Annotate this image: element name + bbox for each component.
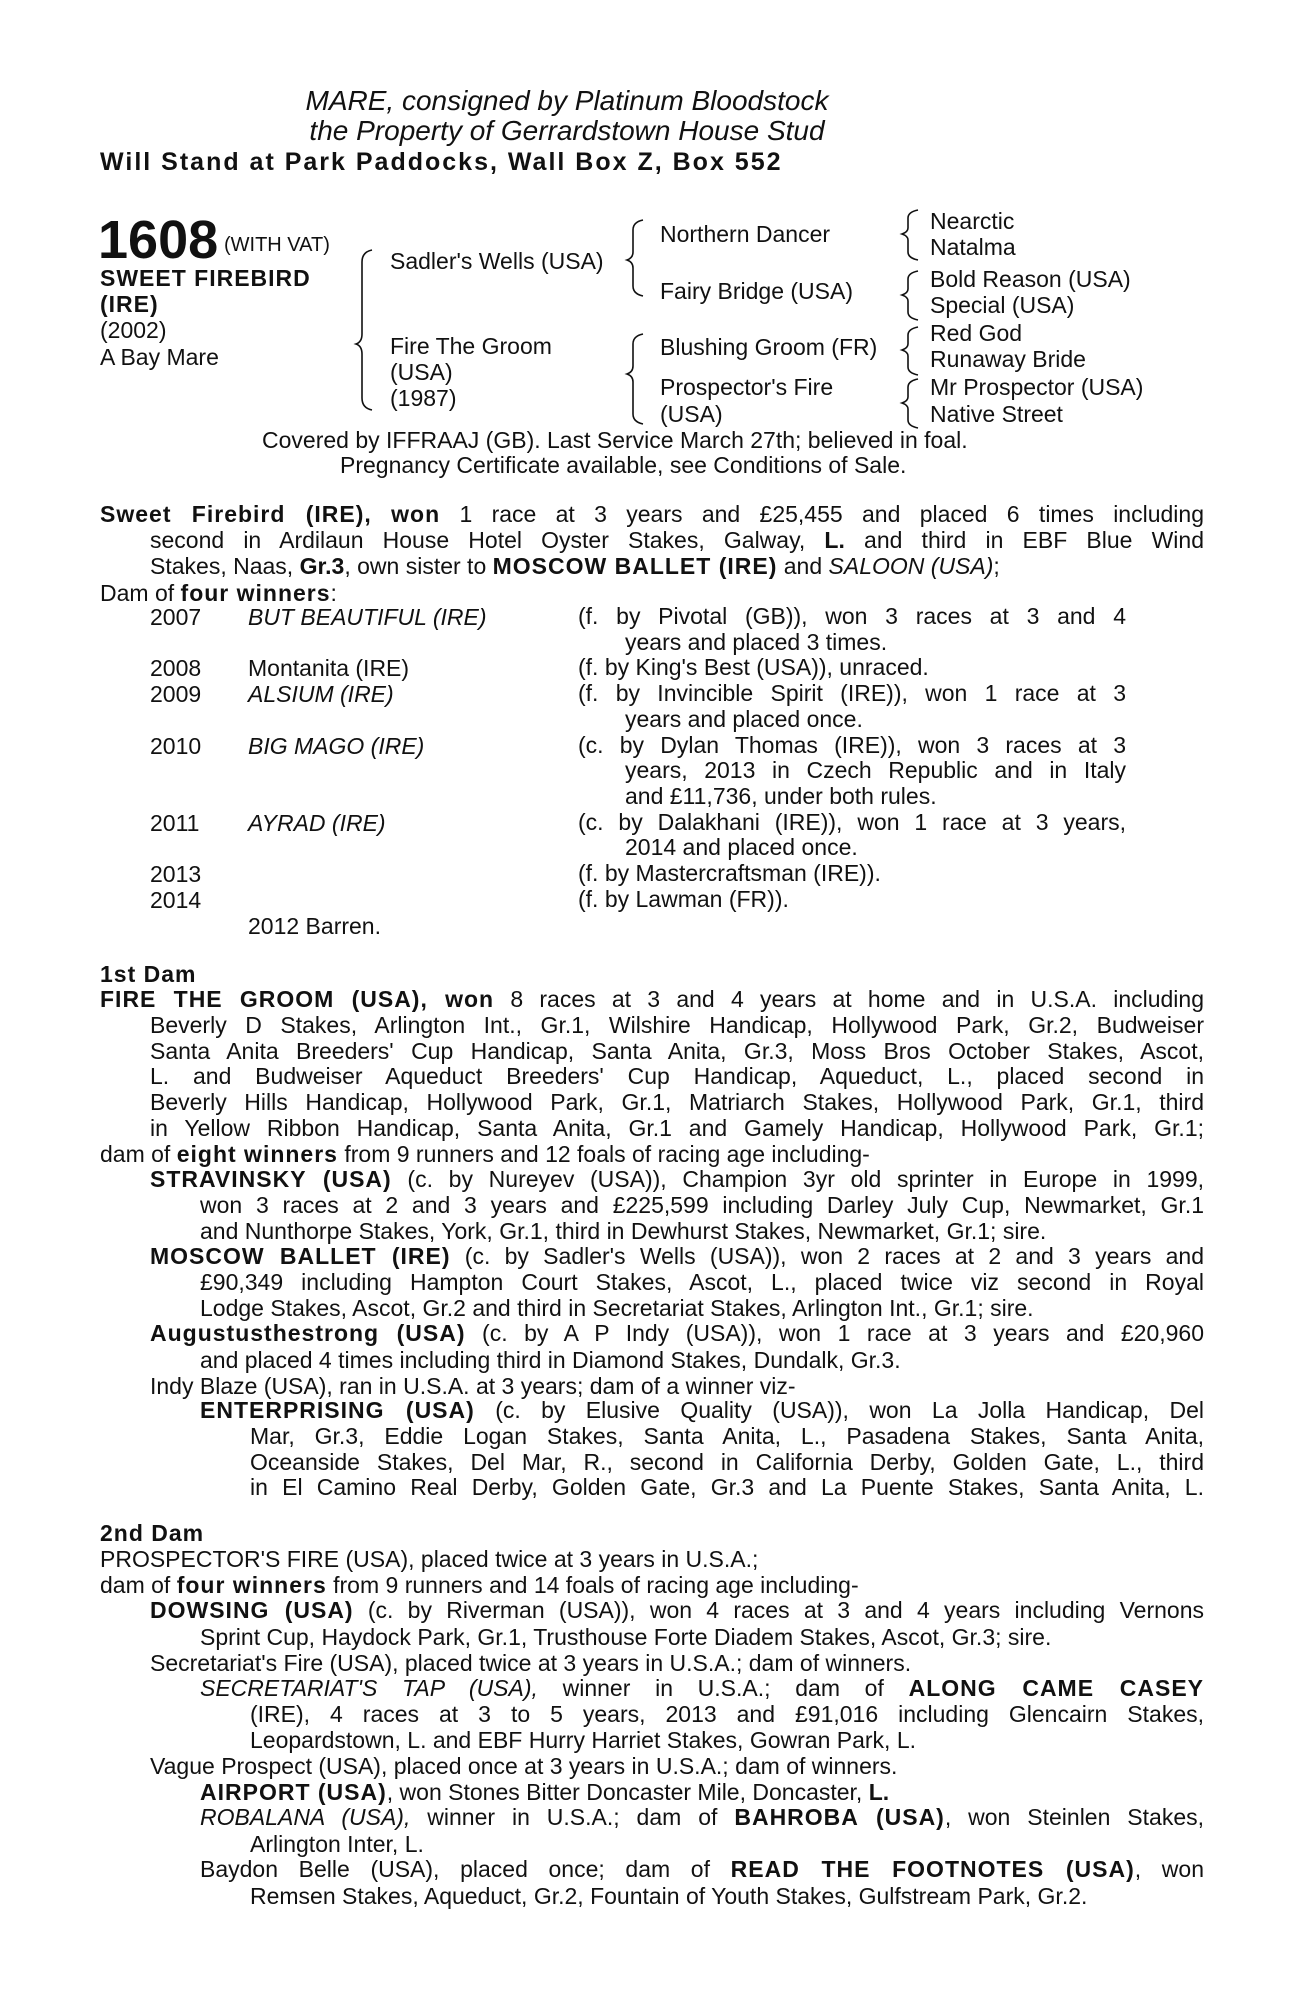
- produce-detail: 2014 and placed once.: [625, 834, 858, 861]
- produce-year: 2009: [150, 681, 202, 708]
- produce-name: Montanita (IRE): [248, 655, 410, 682]
- produce-year: 2007: [150, 604, 202, 630]
- produce-year: 2011: [150, 809, 200, 836]
- produce-robalana: ROBALANA (USA), winner in U.S.A.; dam of BAHROBA (USA), won Steinlen Stakes,: [200, 1804, 1205, 1830]
- foaling-year: (2002): [100, 317, 167, 343]
- horse-name: SWEET FIREBIRD: [100, 265, 311, 291]
- produce-detail: (f. by Invincible Spirit (IRE)), won 1 race at 3: [578, 680, 1126, 707]
- gen3-8: Native Street: [930, 401, 1063, 427]
- produce-name: BUT BEAUTIFUL (IRE): [248, 604, 487, 630]
- lot-number: 1608: [98, 210, 219, 270]
- race-record-cont: second in Ardilaun House Hotel Oyster Stakes, Galway, L. and third in EBF Blue Wind Stakes, Naas, Gr.3, own sister to MOSCOW BALLET (IRE) and SALOON (USA);: [150, 527, 1204, 579]
- produce-moscow-ballet: MOSCOW BALLET (IRE) (c. by Sadler's Wells (USA)), won 2 races at 2 and 3 years and: [150, 1243, 1205, 1269]
- second-dam-record: PROSPECTOR'S FIRE (USA), placed twice at 3 years in U.S.A.;: [100, 1546, 759, 1572]
- produce-detail: (c. by Dalakhani (IRE)), won 1 race at 3 years,: [578, 808, 1126, 835]
- produce-detail: and £11,736, under both rules.: [625, 782, 937, 809]
- produce-detail: (f. by Pivotal (GB)), won 3 races at 3 and 4: [578, 603, 1126, 629]
- sire-sire: Northern Dancer: [660, 221, 831, 247]
- produce-name: BIG MAGO (IRE): [248, 732, 425, 759]
- produce-baydon-belle-cont: Remsen Stakes, Aqueduct, Gr.2, Fountain of Youth Stakes, Gulfstream Park, Gr.2.: [250, 1883, 1088, 1909]
- gen3-7: Mr Prospector (USA): [930, 374, 1144, 400]
- produce-airport: AIRPORT (USA), won Stones Bitter Doncaster Mile, Doncaster, L.: [200, 1779, 890, 1805]
- produce-dowsing: DOWSING (USA) (c. by Riverman (USA)), won 4 races at 3 and 4 years including Vernons: [150, 1597, 1204, 1623]
- produce-year: 2013: [150, 861, 202, 887]
- vat-note: (WITH VAT): [224, 234, 330, 256]
- produce-name: AYRAD (IRE): [248, 809, 386, 836]
- produce-stravinsky-cont: won 3 races at 2 and 3 years and £225,599 including Darley July Cup, Newmarket, Gr.1 and Nunthorpe Stakes, York, Gr.1, third in Dewhurst Stakes, Newmarket, Gr.1; sire.: [200, 1192, 1204, 1244]
- gen3-5: Red God: [930, 320, 1023, 346]
- produce-year: 2014: [150, 886, 202, 913]
- dam-name: Fire The Groom: [390, 333, 552, 359]
- produce-year: 2008: [150, 655, 202, 682]
- dam-year: (1987): [390, 385, 457, 411]
- race-record: Sweet Firebird (IRE), won 1 race at 3 years and £25,455 and placed 6 times including: [100, 501, 1204, 527]
- produce-secretariats-tap: SECRETARIAT'S TAP (USA), winner in U.S.A.; dam of ALONG CAME CASEY: [200, 1675, 1204, 1701]
- produce-enterprising-cont: Mar, Gr.3, Eddie Logan Stakes, Santa Anita, L., Pasadena Stakes, Santa Anita, Oceanside Stakes, Del Mar, R., second in California Derby, Golden Gate, L., third in El Camino Real Derby, Golden Gate, Gr.3 and La Puente Stakes, Santa Anita, L.: [250, 1423, 1204, 1501]
- gen3-6: Runaway Bride: [930, 346, 1086, 372]
- produce-moscow-ballet-cont: £90,349 including Hampton Court Stakes, Ascot, L., placed twice viz second in Royal Lodge Stakes, Ascot, Gr.2 and third in Secretariat Stakes, Arlington Int., Gr.1; sire.: [200, 1269, 1204, 1321]
- produce-augustusthestrong-cont: and placed 4 times including third in Diamond Stakes, Dundalk, Gr.3.: [200, 1347, 901, 1373]
- dam-country: (USA): [390, 359, 453, 385]
- dam-dam: Prospector's Fire: [660, 374, 834, 400]
- produce-detail: (f. by Lawman (FR)).: [578, 885, 789, 912]
- first-dam-heading: 1st Dam: [100, 961, 197, 987]
- property-line: the Property of Gerrardstown House Stud: [309, 115, 825, 146]
- pregnancy-note: Pregnancy Certificate available, see Conditions of Sale.: [340, 452, 907, 478]
- dam-of-line: Dam of four winners:: [100, 580, 337, 606]
- gen3-3: Bold Reason (USA): [930, 266, 1131, 292]
- gen3-4: Special (USA): [930, 292, 1075, 318]
- produce-secretariats-tap-cont: (IRE), 4 races at 3 to 5 years, 2013 and £91,016 including Glencairn Stakes,: [250, 1701, 1204, 1727]
- sire-name: Sadler's Wells (USA): [390, 248, 604, 274]
- gen3-1: Nearctic: [930, 208, 1015, 234]
- second-dam-produce-summary: dam of four winners from 9 runners and 14 foals of racing age including-: [100, 1572, 859, 1598]
- produce-detail: (f. by Mastercraftsman (IRE)).: [578, 860, 881, 886]
- stabling-line: Will Stand at Park Paddocks, Wall Box Z, Box 552: [100, 148, 783, 176]
- sire-dam: Fairy Bridge (USA): [660, 278, 853, 304]
- first-dam-record: FIRE THE GROOM (USA), won 8 races at 3 and 4 years at home and in U.S.A. including: [100, 986, 1204, 1012]
- produce-baydon-belle: Baydon Belle (USA), placed once; dam of READ THE FOOTNOTES (USA), won: [200, 1856, 1204, 1882]
- produce-dowsing-cont: Sprint Cup, Haydock Park, Gr.1, Trusthouse Forte Diadem Stakes, Ascot, Gr.3; sire.: [200, 1624, 1052, 1650]
- produce-secretariats-fire: Secretariat's Fire (USA), placed twice at 3 years in U.S.A.; dam of winners.: [150, 1650, 912, 1676]
- produce-enterprising: ENTERPRISING (USA) (c. by Elusive Quality (USA)), won La Jolla Handicap, Del: [200, 1397, 1205, 1423]
- horse-country: (IRE): [100, 291, 159, 317]
- produce-augustusthestrong: Augustusthestrong (USA) (c. by A P Indy (USA)), won 1 race at 3 years and £20,960: [150, 1320, 1205, 1346]
- produce-detail: (c. by Dylan Thomas (IRE)), won 3 races at 3: [578, 731, 1126, 758]
- first-dam-record-cont: Beverly D Stakes, Arlington Int., Gr.1, Wilshire Handicap, Hollywood Park, Gr.2, Budweiser Santa Anita Breeders' Cup Handicap, Santa Anita, Gr.3, Moss Bros October Stakes, Ascot, L. and Budweiser Aqueduct Breeders' Cup Handicap, Aqueduct, L., placed second in Beverly Hills Handicap, Hollywood Park, Gr.1, Matriarch Stakes, Hollywood Park, Gr.1, third in Yellow Ribbon Handicap, Santa Anita, Gr.1 and Gamely Handicap, Hollywood Park, Gr.1;: [150, 1012, 1204, 1141]
- produce-secretariats-tap-cont2: Leopardstown, L. and EBF Hurry Harriet Stakes, Gowran Park, L.: [250, 1727, 917, 1753]
- second-dam-heading: 2nd Dam: [100, 1520, 205, 1546]
- produce-detail: years, 2013 in Czech Republic and in Italy: [625, 757, 1126, 784]
- produce-vague-prospect: Vague Prospect (USA), placed once at 3 years in U.S.A.; dam of winners.: [150, 1753, 898, 1779]
- produce-indy-blaze: Indy Blaze (USA), ran in U.S.A. at 3 years; dam of a winner viz-: [150, 1373, 796, 1399]
- horse-description: A Bay Mare: [100, 344, 219, 370]
- gen3-2: Natalma: [930, 234, 1016, 260]
- produce-detail: (f. by King's Best (USA)), unraced.: [578, 654, 929, 681]
- produce-detail: years and placed once.: [625, 705, 863, 732]
- first-dam-produce-summary: dam of eight winners from 9 runners and 12 foals of racing age including-: [100, 1141, 870, 1167]
- consignment-line: MARE, consigned by Platinum Bloodstock: [305, 85, 829, 116]
- produce-year: 2010: [150, 732, 202, 759]
- produce-robalana-cont: Arlington Inter, L.: [250, 1831, 424, 1857]
- produce-stravinsky: STRAVINSKY (USA) (c. by Nureyev (USA)), Champion 3yr old sprinter in Europe in 1999,: [150, 1166, 1205, 1192]
- produce-name: ALSIUM (IRE): [248, 681, 394, 708]
- dam-sire: Blushing Groom (FR): [660, 334, 878, 360]
- produce-detail: years and placed 3 times.: [625, 628, 888, 655]
- dam-dam-country: (USA): [660, 401, 723, 427]
- barren-note: 2012 Barren.: [248, 913, 381, 939]
- covered-note: Covered by IFFRAAJ (GB). Last Service March 27th; believed in foal.: [262, 427, 968, 453]
